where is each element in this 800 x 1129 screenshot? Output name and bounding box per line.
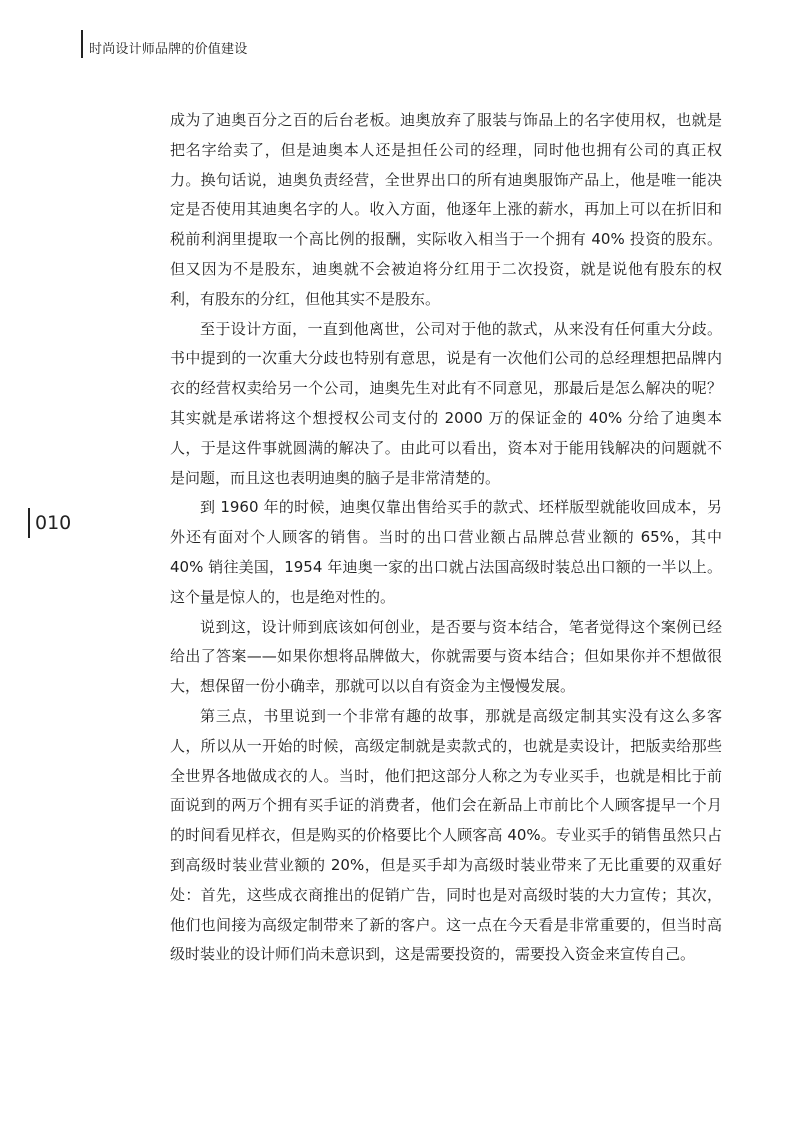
paragraph: 第三点，书里说到一个非常有趣的故事，那就是高级定制其实没有这么多客人，所以从一开始的时候，高级定制就是卖款式的，也就是卖设计，把版卖给那些全世界各地做成衣的人。当时，他们把这部分人称之为专业买手，也就是相比于前面说到的两万个拥有买手证的消费者，他们会在新品上市前比个人顾客提早一个月的时间看见样衣，但是购买的价格要比个人顾客高 40%。专业买手的销售虽然只占到高级时装业营业额的 20%，但是买手却为高级时装业带来了无比重要的双重好处：首先，这些成衣商推出的促销广告，同时也是对高级时装的大力宣传；其次，他们也间接为高级定制带来了新的客户。这一点在今天看是非常重要的，但当时高级时装业的设计师们尚未意识到，这是需要投资的，需要投入资金来宣传自己。 — [170, 706, 722, 964]
paragraph: 到 1960 年的时候，迪奥仅靠出售给买手的款式、坯样版型就能收回成本，另外还有面对个人顾客的销售。当时的出口营业额占品牌总营业额的 65%，其中 40% 销往美国，1954 年迪奥一家的出口就占法国高级时装总出口额的一半以上。这个量是惊人的，也是绝对性的。 — [170, 498, 722, 606]
page-number: 010 — [28, 508, 71, 538]
paragraph: 成为了迪奥百分之百的后台老板。迪奥放弃了服装与饰品上的名字使用权，也就是把名字给卖了，但是迪奥本人还是担任公司的经理，同时他也拥有公司的真正权力。换句话说，迪奥负责经营，全世界出口的所有迪奥服饰产品上，他是唯一能决定是否使用其迪奥名字的人。收入方面，他逐年上涨的薪水，再加上可以在折旧和税前利润里提取一个高比例的报酬，实际收入相当于一个拥有 40% 投资的股东。但又因为不是股东，迪奥就不会被迫将分红用于二次投资，就是说他有股东的权利，有股东的分红，但他其实不是股东。 — [170, 111, 722, 308]
body-text — [170, 106, 722, 970]
running-header — [81, 30, 247, 58]
paragraph: 至于设计方面，一直到他离世，公司对于他的款式，从来没有任何重大分歧。书中提到的一次重大分歧也特别有意思，说是有一次他们公司的总经理想把品牌内衣的经营权卖给另一个公司，迪奥先生对此有不同意见，那最后是怎么解决的呢？其实就是承诺将这个想授权公司支付的 2000 万的保证金的 40% 分给了迪奥本人，于是这件事就圆满的解决了。由此可以看出，资本对于能用钱解决的问题就不是问题，而且这也表明迪奥的脑子是非常清楚的。 — [170, 319, 722, 487]
paragraph: 说到这，设计师到底该如何创业，是否要与资本结合，笔者觉得这个案例已经给出了答案——如果你想将品牌做大，你就需要与资本结合；但如果你并不想做很大，想保留一份小确幸，那就可以以自有资金为主慢慢发展。 — [170, 617, 722, 696]
book-title: 时尚设计师品牌的价值建设 — [89, 42, 248, 57]
